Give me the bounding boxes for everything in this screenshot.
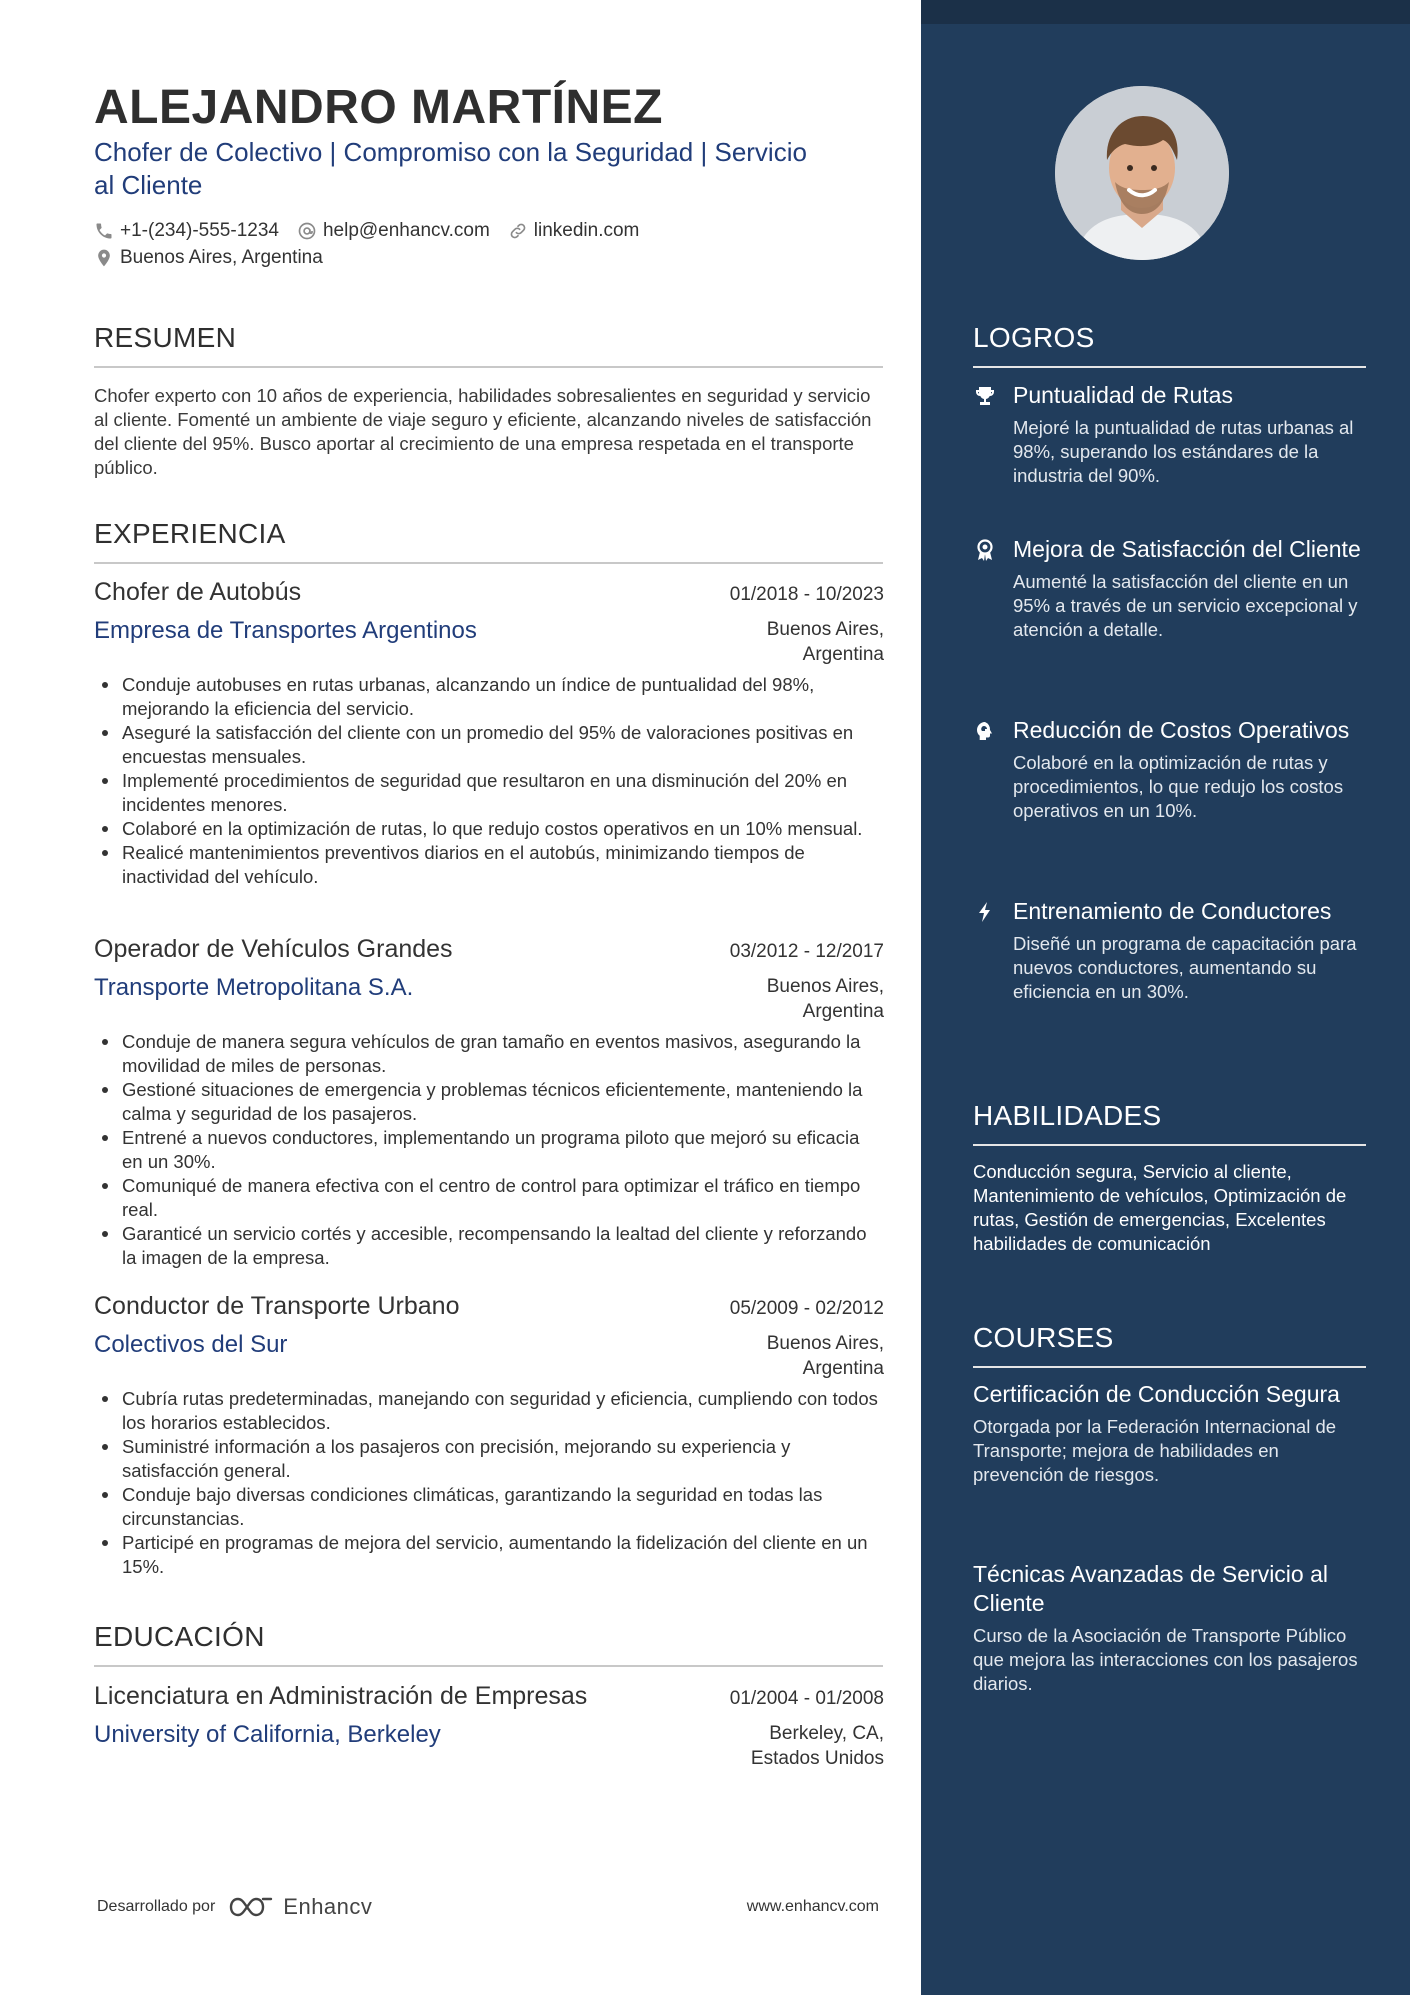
skills-text: Conducción segura, Servicio al cliente, Mantenimiento de vehículos, Optimización de rutas, Gestión de emergencias, Excelentes habilidades de comunicación xyxy=(973,1161,1347,1254)
profile-photo xyxy=(1055,86,1229,260)
achievement-desc: Aumenté la satisfacción del cliente en un 95% a través de un servicio excepcional y atención a detalle. xyxy=(1013,571,1358,640)
job-bullets xyxy=(94,1387,884,1579)
job-location: Buenos Aires, Argentina xyxy=(766,619,884,665)
bullet-item: Suministré información a los pasajeros con precisión, mejorando su experiencia y satisfacción general. xyxy=(94,1435,884,1483)
school: University of California, Berkeley xyxy=(94,1721,441,1748)
degree: Licenciatura en Administración de Empresas xyxy=(94,1682,588,1710)
location-pin-icon xyxy=(94,248,114,268)
experience-title: EXPERIENCIA xyxy=(94,518,883,564)
education-dates: 01/2004 - 01/2008 xyxy=(729,1688,884,1709)
candidate-name: ALEJANDRO MARTÍNEZ xyxy=(94,81,663,134)
brand-name: Enhancv xyxy=(283,1894,373,1919)
education-location: Berkeley, CA, Estados Unidos xyxy=(750,1723,884,1769)
achievement-item xyxy=(973,535,1366,642)
phone-icon xyxy=(94,221,114,241)
job-entry xyxy=(94,1292,884,1579)
achievements-title: LOGROS xyxy=(973,322,1366,368)
sidebar xyxy=(921,0,1410,1995)
job-location: Buenos Aires, Argentina xyxy=(766,1333,884,1379)
course-title: Certificación de Conducción Segura xyxy=(973,1381,1340,1407)
bullet-item: Conduje bajo diversas condiciones climáticas, garantizando la seguridad en todas las circunstancias. xyxy=(94,1483,884,1531)
sidebar-top-band xyxy=(921,0,1410,24)
powered-by-text: Desarrollado por xyxy=(97,1898,216,1915)
bullet-item: Realicé mantenimientos preventivos diarios en el autobús, minimizando tiempos de inactividad del vehículo. xyxy=(94,841,884,889)
job-dates: 03/2012 - 12/2017 xyxy=(729,941,884,962)
job-title: Conductor de Transporte Urbano xyxy=(94,1292,460,1320)
course-item xyxy=(973,1560,1366,1696)
job-entry xyxy=(94,935,884,1270)
courses-title: COURSES xyxy=(973,1322,1366,1368)
job-entry xyxy=(94,578,884,889)
email-contact[interactable] xyxy=(297,220,490,242)
job-dates: 05/2009 - 02/2012 xyxy=(729,1298,884,1319)
at-icon xyxy=(297,221,317,241)
contact-info xyxy=(94,217,884,271)
job-title: Chofer de Autobús xyxy=(94,578,302,606)
bullet-item: Implementé procedimientos de seguridad que resultaron en una disminución del 20% en incidentes menores. xyxy=(94,769,884,817)
bullet-item: Entrené a nuevos conductores, implementando un programa piloto que mejoró su eficacia en un 30%. xyxy=(94,1126,884,1174)
bullet-item: Comuniqué de manera efectiva con el centro de control para optimizar el tráfico en tiempo real. xyxy=(94,1174,884,1222)
job-dates: 01/2018 - 10/2023 xyxy=(729,584,884,605)
bullet-item: Aseguré la satisfacción del cliente con un promedio del 95% de valoraciones positivas en encuestas mensuales. xyxy=(94,721,884,769)
achievement-title: Mejora de Satisfacción del Cliente xyxy=(1013,536,1361,562)
education-entry xyxy=(94,1682,884,1771)
brain-icon xyxy=(973,719,997,745)
email-text: help@enhancv.com xyxy=(322,219,490,241)
achievement-title: Puntualidad de Rutas xyxy=(1013,382,1233,408)
course-desc: Curso de la Asociación de Transporte Público que mejora las interacciones con los pasajeros diarios. xyxy=(973,1625,1358,1694)
bullet-item: Conduje de manera segura vehículos de gran tamaño en eventos masivos, asegurando la movilidad de miles de personas. xyxy=(94,1030,884,1078)
achievement-title: Reducción de Costos Operativos xyxy=(1013,717,1350,743)
linkedin-contact[interactable] xyxy=(508,220,640,242)
achievement-desc: Mejoré la puntualidad de rutas urbanas al 98%, superando los estándares de la industria del 90%. xyxy=(1013,417,1354,486)
enhancv-logo-icon xyxy=(227,1895,275,1919)
location-text: Buenos Aires, Argentina xyxy=(120,246,323,268)
course-title: Técnicas Avanzadas de Servicio al Cliente xyxy=(973,1561,1328,1616)
location-contact xyxy=(94,247,323,269)
summary-title: RESUMEN xyxy=(94,322,883,368)
achievement-item xyxy=(973,716,1366,823)
bullet-item: Garanticé un servicio cortés y accesible, recompensando la lealtad del cliente y reforzando la imagen de la empresa. xyxy=(94,1222,884,1270)
job-company: Transporte Metropolitana S.A. xyxy=(94,974,414,1001)
job-company: Colectivos del Sur xyxy=(94,1331,288,1358)
job-company: Empresa de Transportes Argentinos xyxy=(94,617,477,644)
bullet-item: Participé en programas de mejora del servicio, aumentando la fidelización del cliente en un 15%. xyxy=(94,1531,884,1579)
link-icon xyxy=(508,221,528,241)
award-icon xyxy=(973,538,997,564)
education-title: EDUCACIÓN xyxy=(94,1621,883,1667)
job-bullets xyxy=(94,673,884,889)
job-bullets xyxy=(94,1030,884,1270)
bullet-item: Colaboré en la optimización de rutas, lo que redujo costos operativos en un 10% mensual. xyxy=(94,817,884,841)
bullet-item: Cubría rutas predeterminadas, manejando con seguridad y eficiencia, cumpliendo con todos los horarios establecidos. xyxy=(94,1387,884,1435)
course-item xyxy=(973,1380,1366,1487)
lightning-icon xyxy=(973,900,997,926)
trophy-icon xyxy=(973,384,997,410)
course-desc: Otorgada por la Federación Internacional de Transporte; mejora de habilidades en prevención de riesgos. xyxy=(973,1416,1337,1485)
linkedin-text: linkedin.com xyxy=(533,219,640,241)
skills-title: HABILIDADES xyxy=(973,1100,1366,1146)
achievement-title: Entrenamiento de Conductores xyxy=(1013,898,1332,924)
headline: Chofer de Colectivo | Compromiso con la Seguridad | Servicio al Cliente xyxy=(94,137,807,200)
achievement-desc: Colaboré en la optimización de rutas y procedimientos, lo que redujo los costos operativos en un 10%. xyxy=(1013,752,1344,821)
phone-contact[interactable] xyxy=(94,220,279,242)
phone-text: +1-(234)-555-1234 xyxy=(120,219,279,241)
job-location: Buenos Aires, Argentina xyxy=(766,976,884,1022)
bullet-item: Conduje autobuses en rutas urbanas, alcanzando un índice de puntualidad del 98%, mejorando la eficiencia del servicio. xyxy=(94,673,884,721)
bullet-item: Gestioné situaciones de emergencia y problemas técnicos eficientemente, manteniendo la calma y seguridad de los pasajeros. xyxy=(94,1078,884,1126)
footer-url[interactable]: www.enhancv.com xyxy=(746,1898,879,1915)
achievement-desc: Diseñé un programa de capacitación para nuevos conductores, aumentando su eficiencia en un 30%. xyxy=(1013,933,1357,1002)
achievement-item xyxy=(973,897,1366,1004)
footer xyxy=(97,1894,879,1920)
summary-text: Chofer experto con 10 años de experiencia, habilidades sobresalientes en seguridad y servicio al cliente. Fomenté un ambiente de viaje seguro y eficiente, alcanzando niveles de satisfacción del cliente del 95%. Busco aportar al crecimiento de una empresa respetada en el transporte público. xyxy=(94,385,872,478)
achievement-item xyxy=(973,381,1366,488)
job-title: Operador de Vehículos Grandes xyxy=(94,935,453,963)
